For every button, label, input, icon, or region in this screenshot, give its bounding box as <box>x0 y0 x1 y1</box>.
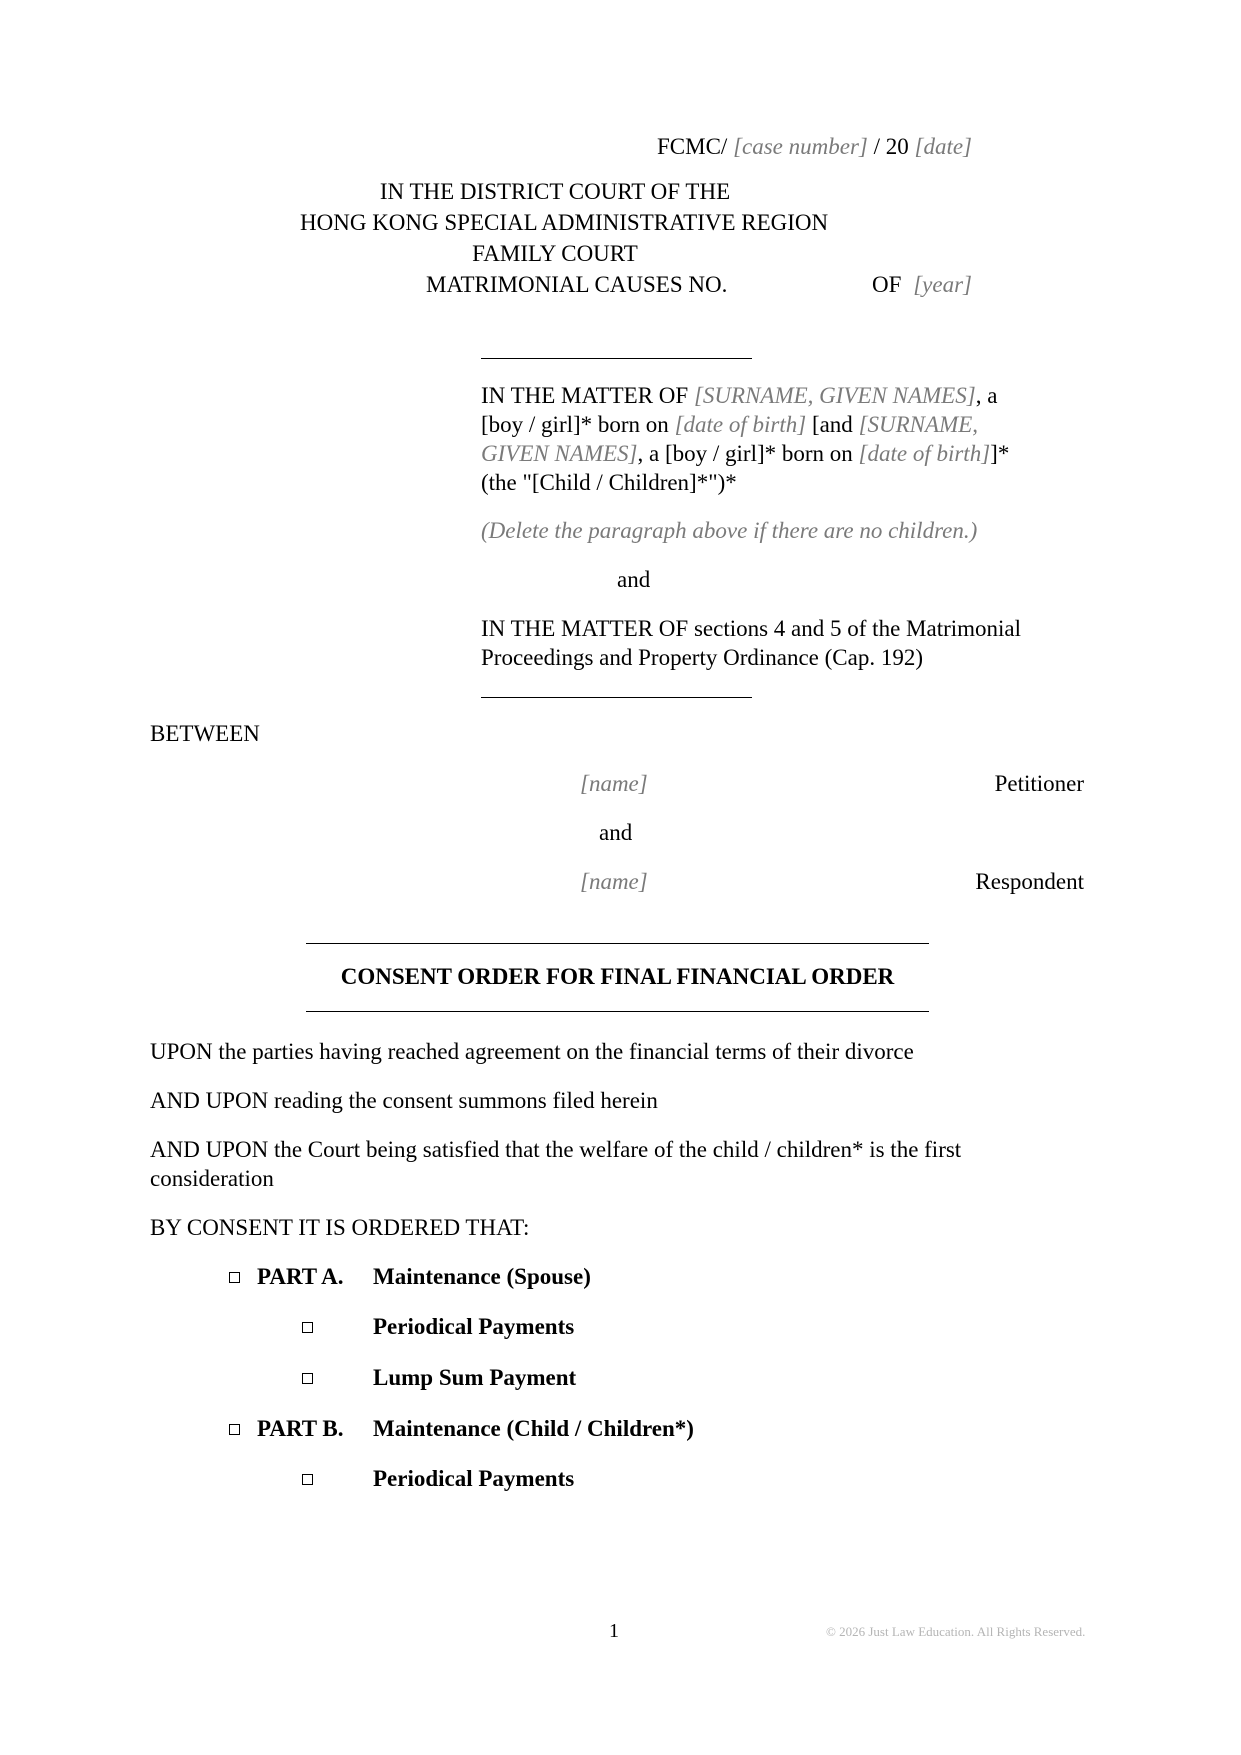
matter-ordinance-line-2: Proceedings and Property Ordinance (Cap. 192) <box>481 645 923 670</box>
text-fragment: [and <box>806 412 859 437</box>
court-line-2: HONG KONG SPECIAL ADMINISTRATIVE REGION <box>300 210 829 235</box>
part-a-checkbox[interactable] <box>229 1262 240 1291</box>
part-a-item-2-checkbox[interactable] <box>302 1363 313 1392</box>
part-b-checkbox[interactable] <box>229 1414 240 1443</box>
ordered-heading: BY CONSENT IT IS ORDERED THAT: <box>150 1215 530 1240</box>
recital-2: AND UPON reading the consent summons filed herein <box>150 1088 658 1113</box>
part-a-label: PART A. <box>257 1264 344 1289</box>
petitioner-name-placeholder: [name] <box>580 771 648 796</box>
matter-children-line-4: (the "[Child / Children]*")* <box>481 470 737 495</box>
parties-and: and <box>599 820 633 845</box>
case-year-separator: / 20 <box>873 134 909 159</box>
case-date-placeholder: [date] <box>914 134 972 159</box>
part-a-item-1-checkbox[interactable] <box>302 1312 313 1341</box>
part-b-title: Maintenance (Child / Children*) <box>373 1416 694 1441</box>
petitioner-role: Petitioner <box>994 771 1084 796</box>
recital-1: UPON the parties having reached agreement on the financial terms of their divorce <box>150 1039 914 1064</box>
text-fragment: , a [boy / girl]* born on <box>637 441 859 466</box>
part-b-item-1-label: Periodical Payments <box>373 1466 575 1491</box>
surname-placeholder: [SURNAME, GIVEN NAMES] <box>693 383 976 408</box>
checkbox-icon[interactable] <box>302 1474 313 1485</box>
case-reference <box>657 132 972 161</box>
checkbox-icon[interactable] <box>302 1373 313 1384</box>
part-a-title: Maintenance (Spouse) <box>373 1264 591 1289</box>
surname-placeholder-2: [SURNAME, <box>858 412 979 437</box>
copyright-notice: © 2026 Just Law Education. All Rights Reserved. <box>826 1624 1086 1639</box>
matter-children-line-3 <box>481 439 1009 468</box>
text-fragment: IN THE MATTER OF <box>481 383 694 408</box>
and-connector: and <box>617 567 651 592</box>
title-rule-top <box>306 943 929 944</box>
matrimonial-causes-label: MATRIMONIAL CAUSES NO. <box>426 272 728 297</box>
matter-children-line-1 <box>481 381 997 410</box>
divider-1 <box>481 358 752 359</box>
matter-children-line-2 <box>481 410 978 439</box>
matter-ordinance-line-1: IN THE MATTER OF sections 4 and 5 of the Matrimonial <box>481 616 1022 641</box>
recital-3-line-2: consideration <box>150 1166 274 1191</box>
title-rule-bottom <box>306 1011 929 1012</box>
court-line-3: FAMILY COURT <box>472 241 638 266</box>
text-fragment: , a <box>975 383 998 408</box>
checkbox-icon[interactable] <box>229 1272 240 1283</box>
year-placeholder: [year] <box>913 272 972 297</box>
court-line-1: IN THE DISTRICT COURT OF THE <box>379 179 731 204</box>
case-prefix: FCMC/ <box>656 134 728 159</box>
recital-3-line-1: AND UPON the Court being satisfied that the welfare of the child / children* is the first <box>150 1137 962 1162</box>
text-fragment: [boy / girl]* born on <box>481 412 675 437</box>
page-number: 1 <box>609 1620 619 1642</box>
part-a-item-2-label: Lump Sum Payment <box>373 1365 577 1390</box>
given-names-placeholder: GIVEN NAMES] <box>481 441 638 466</box>
respondent-name-placeholder: [name] <box>580 869 648 894</box>
case-number-placeholder: [case number] <box>733 134 868 159</box>
checkbox-icon[interactable] <box>229 1424 240 1435</box>
part-b-label: PART B. <box>257 1416 344 1441</box>
respondent-role: Respondent <box>975 869 1084 894</box>
part-b-item-1-checkbox[interactable] <box>302 1464 313 1493</box>
part-a-item-1-label: Periodical Payments <box>373 1314 575 1339</box>
checkbox-icon[interactable] <box>302 1322 313 1333</box>
delete-note: (Delete the paragraph above if there are no children.) <box>481 518 978 543</box>
document-title: CONSENT ORDER FOR FINAL FINANCIAL ORDER <box>340 964 895 989</box>
divider-2 <box>481 697 752 698</box>
text-fragment: ]* <box>990 441 1010 466</box>
matrimonial-causes-of: OF <box>872 272 902 297</box>
dob-placeholder-2: [date of birth] <box>858 441 991 466</box>
dob-placeholder: [date of birth] <box>674 412 807 437</box>
between-label: BETWEEN <box>150 721 260 746</box>
